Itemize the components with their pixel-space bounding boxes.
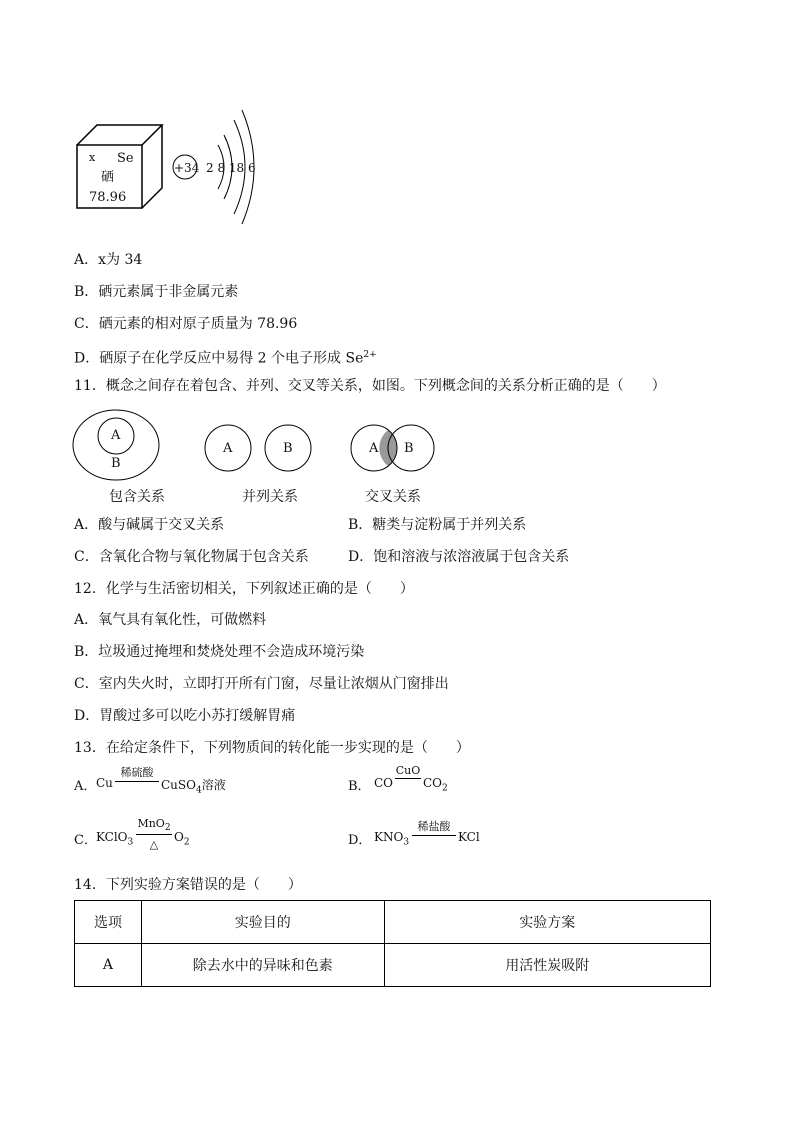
q11-option-c: C．含氧化合物与氧化物属于包含关系 [74, 549, 309, 565]
intersect-right-label: B [404, 441, 414, 456]
row-option: A [75, 944, 142, 987]
q13-c-reactant: KClO$_3$ [96, 830, 134, 848]
intersect-caption: 交叉关系 [365, 489, 421, 505]
parallel-caption: 并列关系 [242, 489, 298, 505]
element-mass: 78.96 [89, 190, 127, 205]
q10-option-d: D．硒原子在化学反应中易得 2 个电子形成 $Se^{2+}$ [74, 350, 377, 367]
q12-option-b: B．垃圾通过掩埋和焚烧处理不会造成环境污染 [74, 644, 365, 660]
electron-shells: 2 8 18 6 [206, 161, 256, 175]
q13-d-product: KCl [458, 830, 480, 844]
inclusion-inner-label: A [111, 428, 121, 443]
element-cell-side [142, 125, 162, 208]
table-header-row [75, 901, 711, 944]
q13-b-product: $CO_2$ [423, 776, 448, 794]
q10-option-c: C．硒元素的相对原子质量为 78.96 [74, 316, 298, 332]
q13-stem: 13．在给定条件下，下列物质间的转化能一步实现的是（ ） [74, 740, 470, 756]
q14-stem: 14．下列实验方案错误的是（ ） [74, 877, 302, 893]
q10-option-a: A．x为 34 [74, 252, 143, 268]
inclusion-outer-label: B [111, 456, 121, 471]
q13-d-reactant: $KNO_3$ [374, 830, 410, 848]
element-cell-top [77, 125, 162, 145]
q13-c-letter: C． [74, 833, 97, 848]
q12-stem: 12．化学与生活密切相关，下列叙述正确的是（ ） [74, 581, 414, 597]
q13-c-arrow: MnO$_2$ △ [137, 817, 171, 852]
inclusion-caption: 包含关系 [109, 489, 165, 505]
q13-a-letter: A． [74, 779, 97, 794]
row-plan: 用活性炭吸附 [384, 944, 710, 987]
nucleus-charge: +34 [174, 161, 200, 175]
experiment-table [74, 900, 711, 987]
q12-option-d: D．胃酸过多可以吃小苏打缓解胃痛 [74, 708, 296, 724]
header-purpose: 实验目的 [141, 901, 384, 944]
header-option: 选项 [75, 901, 142, 944]
q13-a-arrow: 稀硫酸 [115, 764, 159, 782]
element-number: x [89, 151, 96, 164]
row-purpose: 除去水中的异味和色素 [141, 944, 384, 987]
header-plan: 实验方案 [384, 901, 710, 944]
q12-option-c: C．室内失火时，立即打开所有门窗，尽量让浓烟从门窗排出 [74, 676, 449, 692]
q11-option-d: D．饱和溶液与浓溶液属于包含关系 [348, 549, 570, 565]
q12-option-a: A．氧气具有氧化性，可做燃料 [74, 612, 267, 628]
q13-a-product: CuSO$_4$溶液 [161, 778, 226, 796]
concept-diagrams [70, 408, 450, 484]
q13-c-heat-symbol: △ [149, 838, 159, 852]
q13-d-letter: D． [348, 833, 372, 848]
element-symbol: Se [117, 151, 134, 166]
parallel-left-label: A [223, 441, 233, 456]
q13-c-product: $O_2$ [174, 830, 190, 848]
parallel-right-label: B [283, 441, 293, 456]
q11-option-a: A．酸与碱属于交叉关系 [74, 517, 225, 533]
q13-a-reactant: Cu [96, 776, 113, 790]
q13-b-letter: B． [348, 779, 371, 794]
element-name: 硒 [101, 170, 115, 185]
table-row [75, 944, 711, 987]
q11-stem: 11．概念之间存在着包含、并列、交叉等关系，如图。下列概念间的关系分析正确的是（ ） [74, 378, 666, 394]
q13-b-arrow: CuO [395, 764, 421, 777]
q13-b-reactant: CO [374, 776, 394, 790]
intersect-left-label: A [369, 441, 379, 456]
q13-d-arrow: 稀盐酸 [412, 818, 456, 836]
q11-option-b: B．糖类与淀粉属于并列关系 [348, 517, 527, 533]
q10-option-b: B．硒元素属于非金属元素 [74, 284, 239, 300]
